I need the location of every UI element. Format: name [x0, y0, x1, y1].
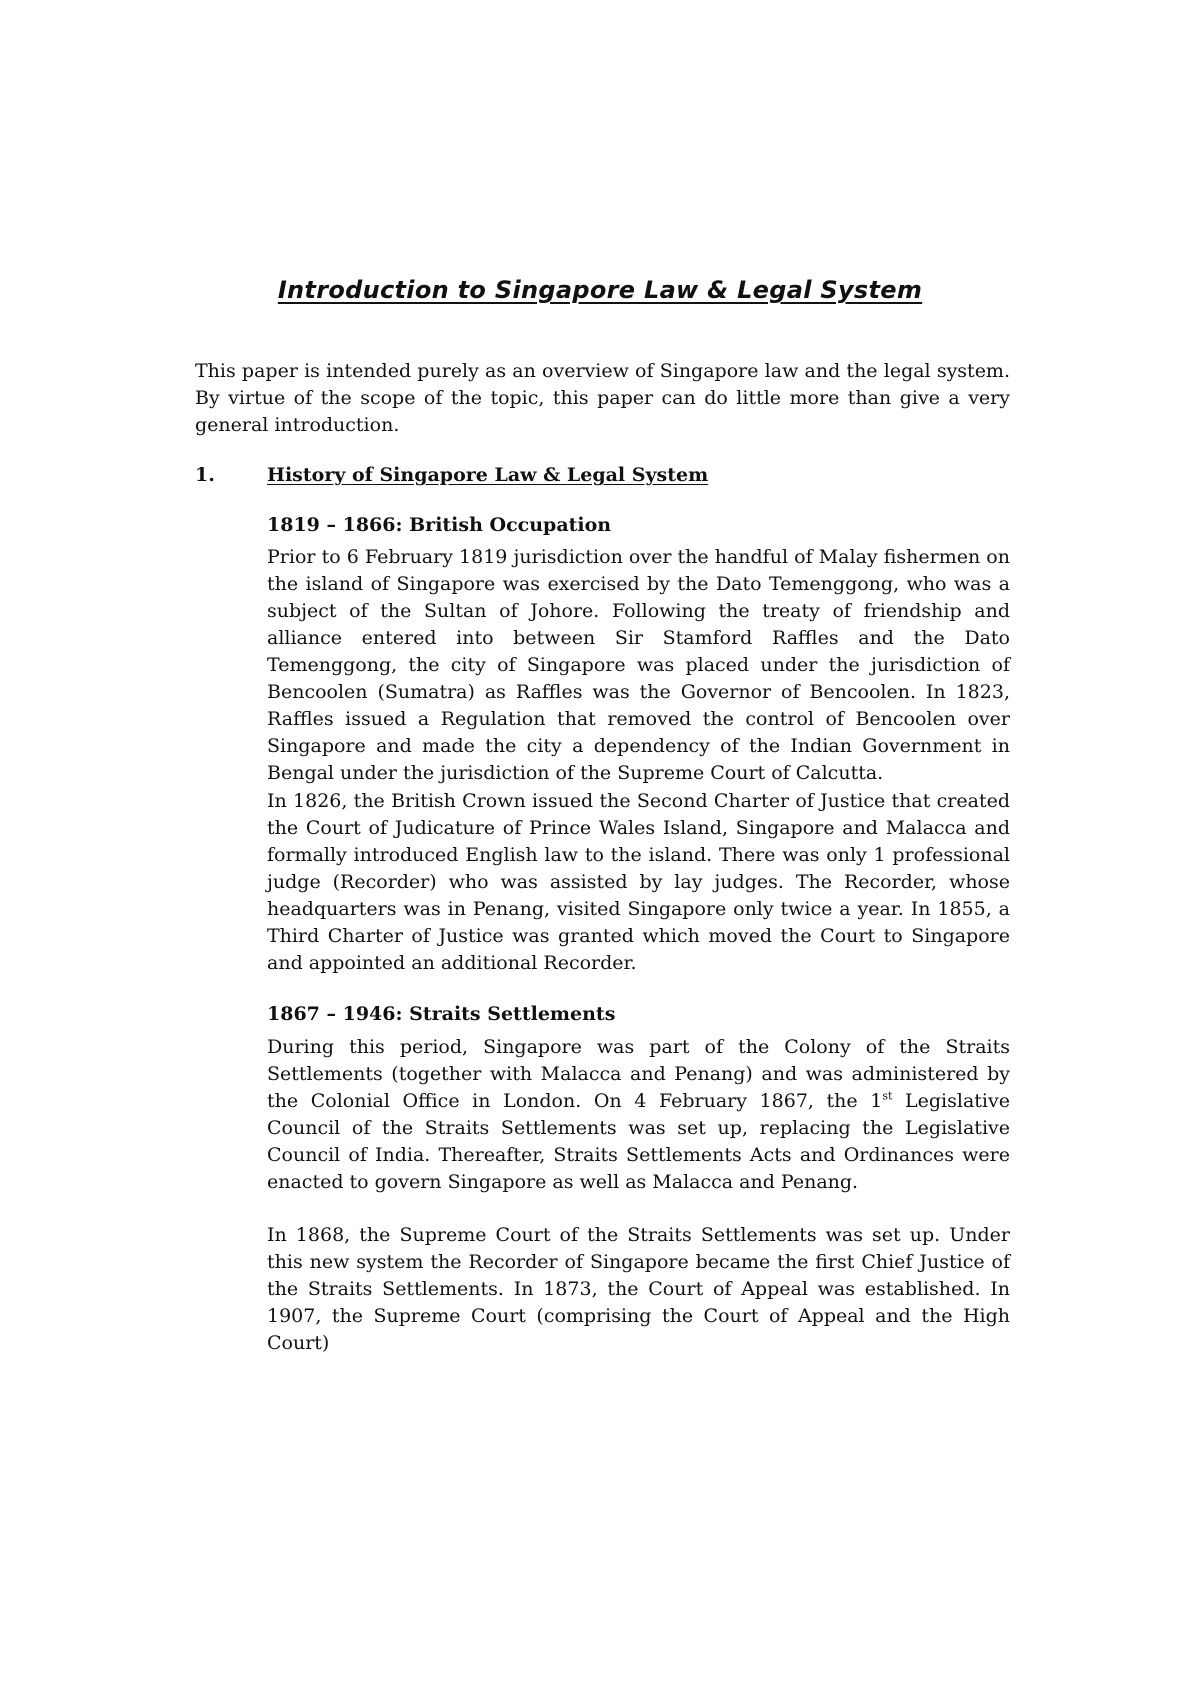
paragraph-supreme-court-1868: In 1868, the Supreme Court of the Straits Settlements was set up. Under this new system the Recorder of Singapore became the first Chief Justice of the Straits Settlements. In 1873, the Court of Appeal was established. In 1907, the Supreme Court (comprising the Court of Appeal and the High Court)	[267, 1224, 1010, 1354]
paragraph-text-part: During this period, Singapore was part of the Colony of the Straits Settlements (together with Malacca and Penang) and was administered by the Colonial Office in London. On 4 February 1867, the 1	[267, 1036, 1010, 1112]
section-title: History of Singapore Law & Legal System	[267, 464, 709, 486]
paragraph-prior-to-1819: Prior to 6 February 1819 jurisdiction over the handful of Malay fishermen on the island of Singapore was exercised by the Dato Temenggong, who was a subject of the Sultan of Johore. Following the treaty of friendship and alliance entered into between Sir Stamford Raffles and the Dato Temenggong, the city of Singapore was placed under the jurisdiction of Bencoolen (Sumatra) as Raffles was the Governor of Bencoolen. In 1823, Raffles issued a Regulation that removed the control of Bencoolen over Singapore and made the city a dependency of the Indian Government in Bengal under the jurisdiction of the Supreme Court of Calcutta.	[267, 546, 1010, 784]
intro-paragraph: This paper is intended purely as an overview of Singapore law and the legal system. By virtue of the scope of the topic, this paper can do little more than give a very general introduction.	[195, 360, 1010, 436]
subheading-british-occupation: 1819 – 1866: British Occupation	[267, 514, 612, 536]
paragraph-second-charter: In 1826, the British Crown issued the Second Charter of Justice that created the Court of Judicature of Prince Wales Island, Singapore and Malacca and formally introduced English law to the island. There was only 1 professional judge (Recorder) who was assisted by lay judges. The Recorder, whose headquarters was in Penang, visited Singapore only twice a year. In 1855, a Third Charter of Justice was granted which moved the Court to Singapore and appointed an additional Recorder.	[267, 790, 1010, 974]
section-number: 1.	[195, 464, 215, 486]
page-title: Introduction to Singapore Law & Legal System	[277, 276, 923, 304]
subheading-straits-settlements: 1867 – 1946: Straits Settlements	[267, 1003, 616, 1025]
paragraph-straits-period	[267, 1034, 1010, 1196]
paragraph-text-part: Legislative Council of the Straits Settlements was set up, replacing the Legislative Council of India. Thereafter, Straits Settlements Acts and Ordinances were enacted to govern Singapore as well as Malacca and Penang.	[267, 1090, 1010, 1193]
ordinal-suffix: st	[882, 1089, 893, 1103]
